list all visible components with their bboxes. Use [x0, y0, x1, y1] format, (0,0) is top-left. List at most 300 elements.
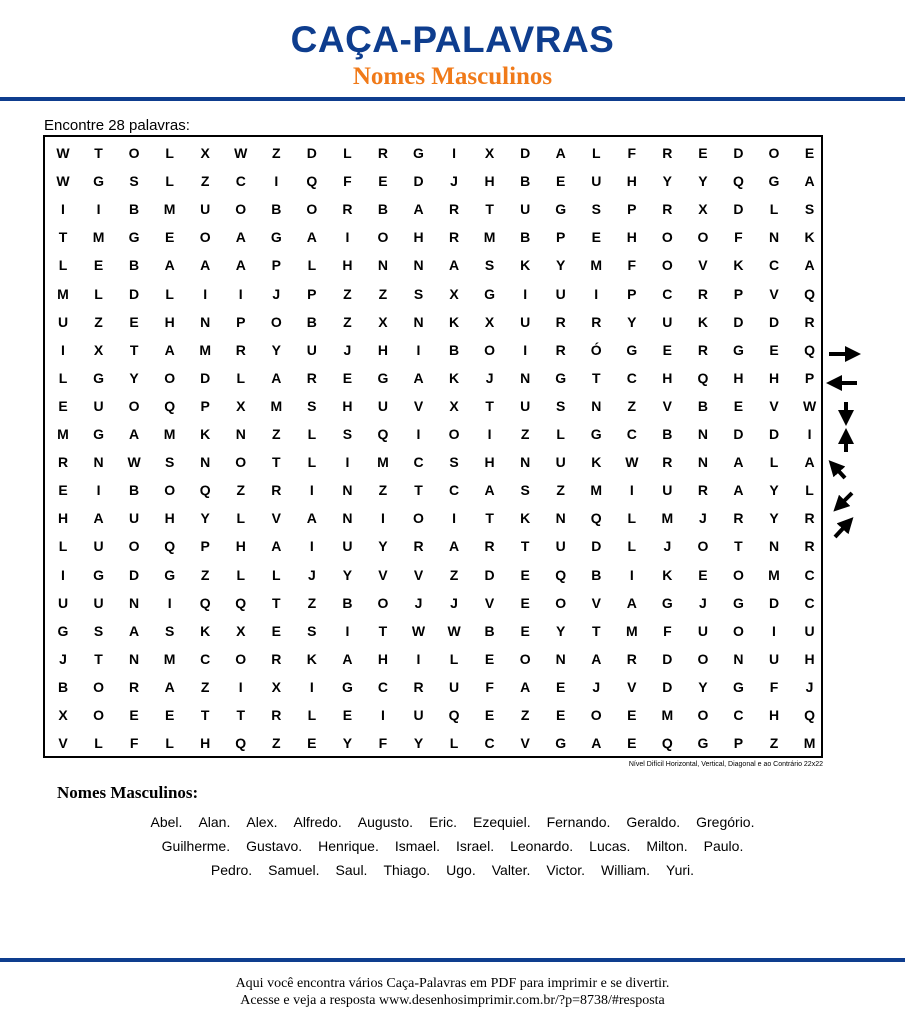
grid-letter: A [626, 594, 637, 611]
grid-letter: M [57, 285, 69, 302]
grid-letter: U [804, 622, 815, 639]
grid-letter: W [447, 622, 461, 639]
grid-letter: E [556, 707, 566, 723]
grid-letter: L [307, 426, 317, 442]
grid-letter: H [768, 369, 780, 386]
grid-letter: U [768, 650, 780, 667]
grid-letter: J [59, 650, 67, 667]
grid-letter: A [306, 229, 317, 246]
grid-letter: L [769, 201, 779, 218]
grid-letter: R [591, 313, 602, 330]
word-item: Gregório. [696, 814, 755, 830]
grid-letter: T [734, 538, 743, 555]
grid-letter: B [129, 257, 140, 274]
word-item: Milton. [646, 838, 688, 854]
grid-letter: M [163, 650, 176, 667]
grid-letter: A [235, 257, 246, 274]
grid-letter: J [805, 678, 814, 695]
grid-letter: H [235, 538, 246, 555]
word-item: Ezequiel. [473, 814, 531, 830]
grid-letter: X [93, 341, 104, 358]
grid-letter: H [164, 510, 175, 527]
grid-letter: C [733, 707, 744, 723]
grid-letter: R [555, 341, 566, 358]
grid-letter: N [93, 454, 104, 471]
grid-letter: H [377, 650, 388, 667]
grid-letter: H [413, 229, 424, 246]
grid-letter: Z [236, 482, 246, 499]
grid-letter: I [416, 426, 421, 442]
grid-letter: Y [271, 341, 281, 358]
footer-line-1: Aqui você encontra vários Caça-Palavras em PDF para imprimir e se divertir. [235, 976, 670, 991]
grid-letter: I [238, 285, 243, 302]
grid-letter: D [733, 426, 744, 442]
grid-letter: O [377, 594, 389, 611]
footer-line-2: Acesse e veja a resposta www.desenhosimprimir.com.br/?p=8738/#resposta [240, 993, 665, 1008]
grid-letter: V [698, 257, 708, 274]
grid-letter: Y [200, 510, 210, 527]
grid-letter: H [768, 707, 780, 723]
grid-letter: G [626, 341, 638, 358]
grid-letter: T [485, 397, 494, 414]
grid-letter: N [200, 454, 211, 471]
word-item: Eric. [429, 814, 457, 830]
grid-letter: I [452, 510, 456, 527]
grid-letter: U [306, 341, 317, 358]
grid-letter: U [697, 622, 708, 639]
grid-letter: Z [272, 735, 281, 752]
grid-letter: O [590, 707, 602, 723]
grid-letter: N [200, 313, 211, 330]
grid-letter: G [377, 369, 389, 386]
grid-letter: D [591, 538, 602, 555]
grid-letter: D [200, 369, 211, 386]
grid-letter: O [235, 650, 247, 667]
grid-letter: R [448, 201, 460, 218]
grid-letter: U [662, 313, 673, 330]
grid-letter: P [804, 369, 815, 386]
grid-letter: Y [342, 566, 353, 583]
grid-letter: U [555, 285, 566, 302]
grid-letter: R [697, 341, 708, 358]
grid-letter: P [733, 735, 744, 752]
grid-letter: F [627, 257, 637, 274]
grid-letter: E [804, 145, 815, 161]
grid-letter: B [271, 201, 282, 218]
grid-letter: D [733, 313, 744, 330]
grid-letter: T [272, 594, 281, 611]
grid-letter: O [448, 426, 460, 442]
grid-letter: A [733, 482, 744, 499]
grid-letter: R [697, 482, 708, 499]
grid-letter: G [93, 173, 104, 190]
grid-letter: O [768, 145, 780, 161]
grid-letter: I [345, 229, 350, 246]
grid-letter: M [590, 257, 603, 274]
grid-letter: A [804, 454, 815, 471]
grid-letter: Z [378, 285, 388, 302]
grid-letter: I [487, 426, 492, 442]
grid-letter: R [804, 538, 815, 555]
grid-letter: V [271, 510, 281, 527]
grid-letter: Q [804, 341, 815, 358]
word-item: William. [601, 862, 651, 878]
grid-letter: A [804, 173, 815, 190]
grid-letter: I [96, 482, 101, 499]
grid-letter: R [57, 454, 69, 471]
grid-letter: L [94, 735, 103, 752]
grid-letter: I [772, 622, 776, 639]
grid-letter: Q [199, 482, 211, 499]
grid-letter: A [591, 650, 602, 667]
grid-letter: Q [235, 594, 247, 611]
grid-letter: P [200, 397, 210, 414]
grid-letter: U [591, 173, 602, 190]
grid-letter: P [627, 285, 637, 302]
grid-letter: M [768, 566, 780, 583]
grid-letter: M [625, 622, 638, 639]
grid-letter: X [236, 397, 246, 414]
grid-letter: Q [804, 707, 815, 723]
grid-letter: E [164, 229, 175, 246]
grid-letter: D [413, 173, 424, 190]
word-item: Gustavo. [246, 838, 303, 854]
grid-letter: D [768, 594, 780, 611]
grid-letter: Y [698, 173, 708, 190]
grid-letter: N [555, 510, 566, 527]
grid-letter: N [413, 257, 424, 274]
grid-letter: F [769, 678, 779, 695]
grid-letter: A [271, 369, 282, 386]
grid-letter: L [343, 145, 352, 161]
grid-letter: T [200, 707, 210, 723]
grid-letter: D [520, 145, 531, 161]
grid-letter: N [520, 454, 531, 471]
grid-letter: V [627, 678, 637, 695]
grid-letter: L [236, 566, 246, 583]
grid-letter: B [377, 201, 388, 218]
word-item: Lucas. [589, 838, 631, 854]
grid-letter: R [413, 678, 424, 695]
grid-letter: L [272, 566, 281, 583]
grid-letter: N [235, 426, 246, 442]
grid-letter: H [164, 313, 175, 330]
grid-letter: B [662, 426, 673, 442]
grid-letter: N [733, 650, 744, 667]
grid-letter: L [556, 426, 565, 442]
grid-letter: C [235, 173, 246, 190]
grid-letter: T [129, 341, 139, 358]
grid-letter: E [520, 566, 530, 583]
grid-letter: K [306, 650, 317, 667]
grid-letter: R [662, 145, 673, 161]
grid-letter: R [662, 201, 673, 218]
grid-letter: T [94, 650, 103, 667]
grid-letter: W [56, 173, 70, 190]
grid-letter: T [94, 145, 103, 161]
grid-letter: N [768, 538, 780, 555]
word-list-heading: Nomes Masculinos: [57, 783, 199, 802]
grid-letter: T [485, 510, 494, 527]
grid-letter: E [484, 650, 495, 667]
grid-letter: O [413, 510, 424, 527]
grid-letter: G [93, 369, 104, 386]
grid-letter: L [627, 510, 637, 527]
grid-letter: D [129, 566, 140, 583]
grid-letter: K [448, 369, 460, 386]
grid-letter: B [306, 313, 317, 330]
grid-letter: T [378, 622, 388, 639]
grid-letter: V [591, 594, 601, 611]
grid-letter: Z [307, 594, 317, 611]
grid-letter: N [768, 229, 780, 246]
arrow-up-left-icon [834, 466, 845, 478]
grid-letter: U [129, 510, 140, 527]
direction-legend [825, 340, 865, 550]
grid-letter: O [270, 313, 282, 330]
word-search-grid [43, 135, 823, 758]
grid-letter: E [129, 707, 139, 723]
grid-letter: S [307, 397, 317, 414]
grid-letter: N [129, 594, 140, 611]
grid-letter: I [309, 482, 314, 499]
word-item: Thiago. [383, 862, 431, 878]
grid-letter: M [270, 397, 283, 414]
grid-letter: U [413, 707, 424, 723]
grid-letter: C [484, 735, 495, 752]
grid-letter: Y [129, 369, 139, 386]
grid-letter: A [733, 454, 744, 471]
grid-letter: B [520, 173, 531, 190]
grid-letter: X [449, 397, 459, 414]
grid-letter: Y [662, 173, 673, 190]
grid-letter: T [236, 707, 246, 723]
grid-letter: S [413, 285, 424, 302]
grid-letter: Y [556, 622, 566, 639]
grid-letter: T [485, 201, 494, 218]
grid-letter: I [203, 285, 208, 302]
grid-letter: R [306, 369, 317, 386]
grid-letter: A [520, 678, 531, 695]
grid-letter: E [627, 707, 637, 723]
grid-letter: K [520, 510, 531, 527]
grid-letter: N [591, 397, 602, 414]
grid-letter: I [309, 678, 314, 695]
grid-letter: R [377, 145, 388, 161]
grid-letter: Z [94, 313, 103, 330]
grid-letter: O [128, 538, 140, 555]
grid-letter: I [61, 201, 65, 218]
grid-letter: X [236, 622, 246, 639]
grid-letter: N [697, 454, 708, 471]
grid-letter: O [199, 229, 211, 246]
grid-letter: I [380, 707, 385, 723]
grid-letter: X [271, 678, 281, 695]
grid-letter: Z [272, 145, 281, 161]
grid-letter: L [591, 145, 601, 161]
grid-letter: U [93, 538, 104, 555]
grid-letter: L [805, 482, 814, 499]
grid-letter: I [416, 650, 421, 667]
grid-letter: A [129, 426, 140, 442]
word-item: Guilherme. [161, 838, 231, 854]
grid-letter: H [200, 735, 211, 752]
grid-letter: E [271, 622, 281, 639]
grid-letter: K [520, 257, 531, 274]
word-item: Paulo. [703, 838, 744, 854]
grid-letter: E [662, 341, 673, 358]
grid-letter: E [520, 622, 530, 639]
grid-letter: B [591, 566, 602, 583]
grid-letter: V [58, 735, 68, 752]
grid-letter: Z [769, 735, 779, 752]
grid-letter: U [93, 594, 104, 611]
grid-letter: L [236, 369, 246, 386]
grid-letter: L [307, 257, 317, 274]
grid-letter: U [520, 201, 531, 218]
grid-letter: L [307, 707, 317, 723]
grid-letter: X [698, 201, 708, 218]
grid-letter: R [413, 538, 424, 555]
word-item: Israel. [455, 838, 495, 854]
grid-letter: T [591, 369, 601, 386]
grid-letter: U [200, 201, 211, 218]
grid-letter: C [804, 594, 815, 611]
grid-letter: A [342, 650, 353, 667]
grid-letter: A [591, 735, 602, 752]
grid-letter: H [342, 257, 353, 274]
grid-letter: I [523, 285, 528, 302]
grid-letter: M [163, 426, 176, 442]
grid-letter: O [697, 229, 709, 246]
grid-letter: N [697, 426, 708, 442]
grid-letter: U [520, 313, 531, 330]
grid-letter: G [732, 341, 744, 358]
grid-letter: K [591, 454, 602, 471]
grid-letter: J [698, 510, 707, 527]
footer-divider [0, 958, 905, 962]
grid-letter: F [378, 735, 388, 752]
grid-letter: U [57, 594, 69, 611]
grid-letter: C [804, 566, 815, 583]
grid-letter: P [556, 229, 566, 246]
grid-letter: D [662, 650, 673, 667]
grid-letter: R [271, 482, 282, 499]
grid-letter: C [768, 257, 780, 274]
grid-letter: A [164, 678, 175, 695]
grid-letter: L [307, 454, 317, 471]
grid-letter: P [236, 313, 246, 330]
grid-letter: V [662, 397, 673, 414]
grid-letter: A [200, 257, 211, 274]
footer [0, 975, 905, 1009]
grid-letter: A [306, 510, 317, 527]
word-list-line [0, 858, 905, 882]
grid-letter: R [271, 650, 282, 667]
grid-letter: Ó [590, 341, 602, 358]
grid-letter: G [93, 566, 104, 583]
grid-letter: B [520, 229, 531, 246]
grid-letter: Z [378, 482, 388, 499]
grid-letter: R [271, 707, 282, 723]
grid-letter: A [804, 257, 815, 274]
grid-letter: R [733, 510, 744, 527]
grid-letter: U [448, 678, 460, 695]
word-item: Yuri. [666, 862, 695, 878]
grid-letter: I [594, 285, 599, 302]
word-list-line [0, 810, 905, 834]
grid-letter: P [307, 285, 317, 302]
grid-letter: Z [520, 426, 530, 442]
grid-letter: J [663, 538, 672, 555]
grid-letter: E [378, 173, 388, 190]
grid-letter: S [342, 426, 353, 442]
grid-letter: L [58, 538, 68, 555]
grid-letter: B [342, 594, 353, 611]
grid-letter: R [484, 538, 495, 555]
grid-letter: M [661, 510, 674, 527]
grid-letter: M [163, 201, 176, 218]
grid-letter: Q [804, 285, 815, 302]
grid-letter: N [377, 257, 388, 274]
grid-letter: G [768, 173, 780, 190]
grid-letter: E [484, 707, 495, 723]
grid-letter: G [555, 735, 567, 752]
grid-letter: M [483, 229, 496, 246]
grid-letter: I [345, 454, 350, 471]
grid-letter: K [662, 566, 673, 583]
grid-letter: F [343, 173, 352, 190]
grid-letter: J [450, 173, 458, 190]
grid-letter: H [484, 454, 495, 471]
grid-letter: A [448, 257, 460, 274]
grid-letter: K [200, 426, 211, 442]
grid-letter: G [484, 285, 496, 302]
grid-letter: K [200, 622, 211, 639]
grid-letter: Z [272, 426, 281, 442]
grid-letter: J [343, 341, 352, 358]
grid-letter: R [235, 341, 246, 358]
grid-letter: I [274, 173, 279, 190]
grid-letter: J [307, 566, 316, 583]
grid-letter: O [697, 707, 709, 723]
grid-letter: Z [343, 313, 352, 330]
grid-letter: G [164, 566, 176, 583]
grid-letter: F [734, 229, 743, 246]
grid-letter: D [768, 313, 780, 330]
grid-letter: K [448, 313, 460, 330]
grid-letter: T [272, 454, 281, 471]
grid-letter: Q [164, 538, 176, 555]
grid-letter: G [413, 145, 424, 161]
grid-letter: B [484, 622, 495, 639]
grid-letter: A [164, 257, 175, 274]
grid-letter: E [342, 369, 353, 386]
grid-letter: D [484, 566, 495, 583]
grid-letter: Y [698, 678, 708, 695]
grid-letter: O [93, 707, 104, 723]
grid-letter: K [804, 229, 815, 246]
grid-letter: P [733, 285, 744, 302]
grid-letter: R [448, 229, 460, 246]
grid-letter: O [235, 454, 247, 471]
grid-letter: Z [343, 285, 352, 302]
grid-letter: J [450, 594, 458, 611]
grid-letter: O [306, 201, 318, 218]
grid-letter: B [448, 341, 460, 358]
grid-letter: M [92, 229, 105, 246]
grid-letter: E [627, 735, 637, 752]
